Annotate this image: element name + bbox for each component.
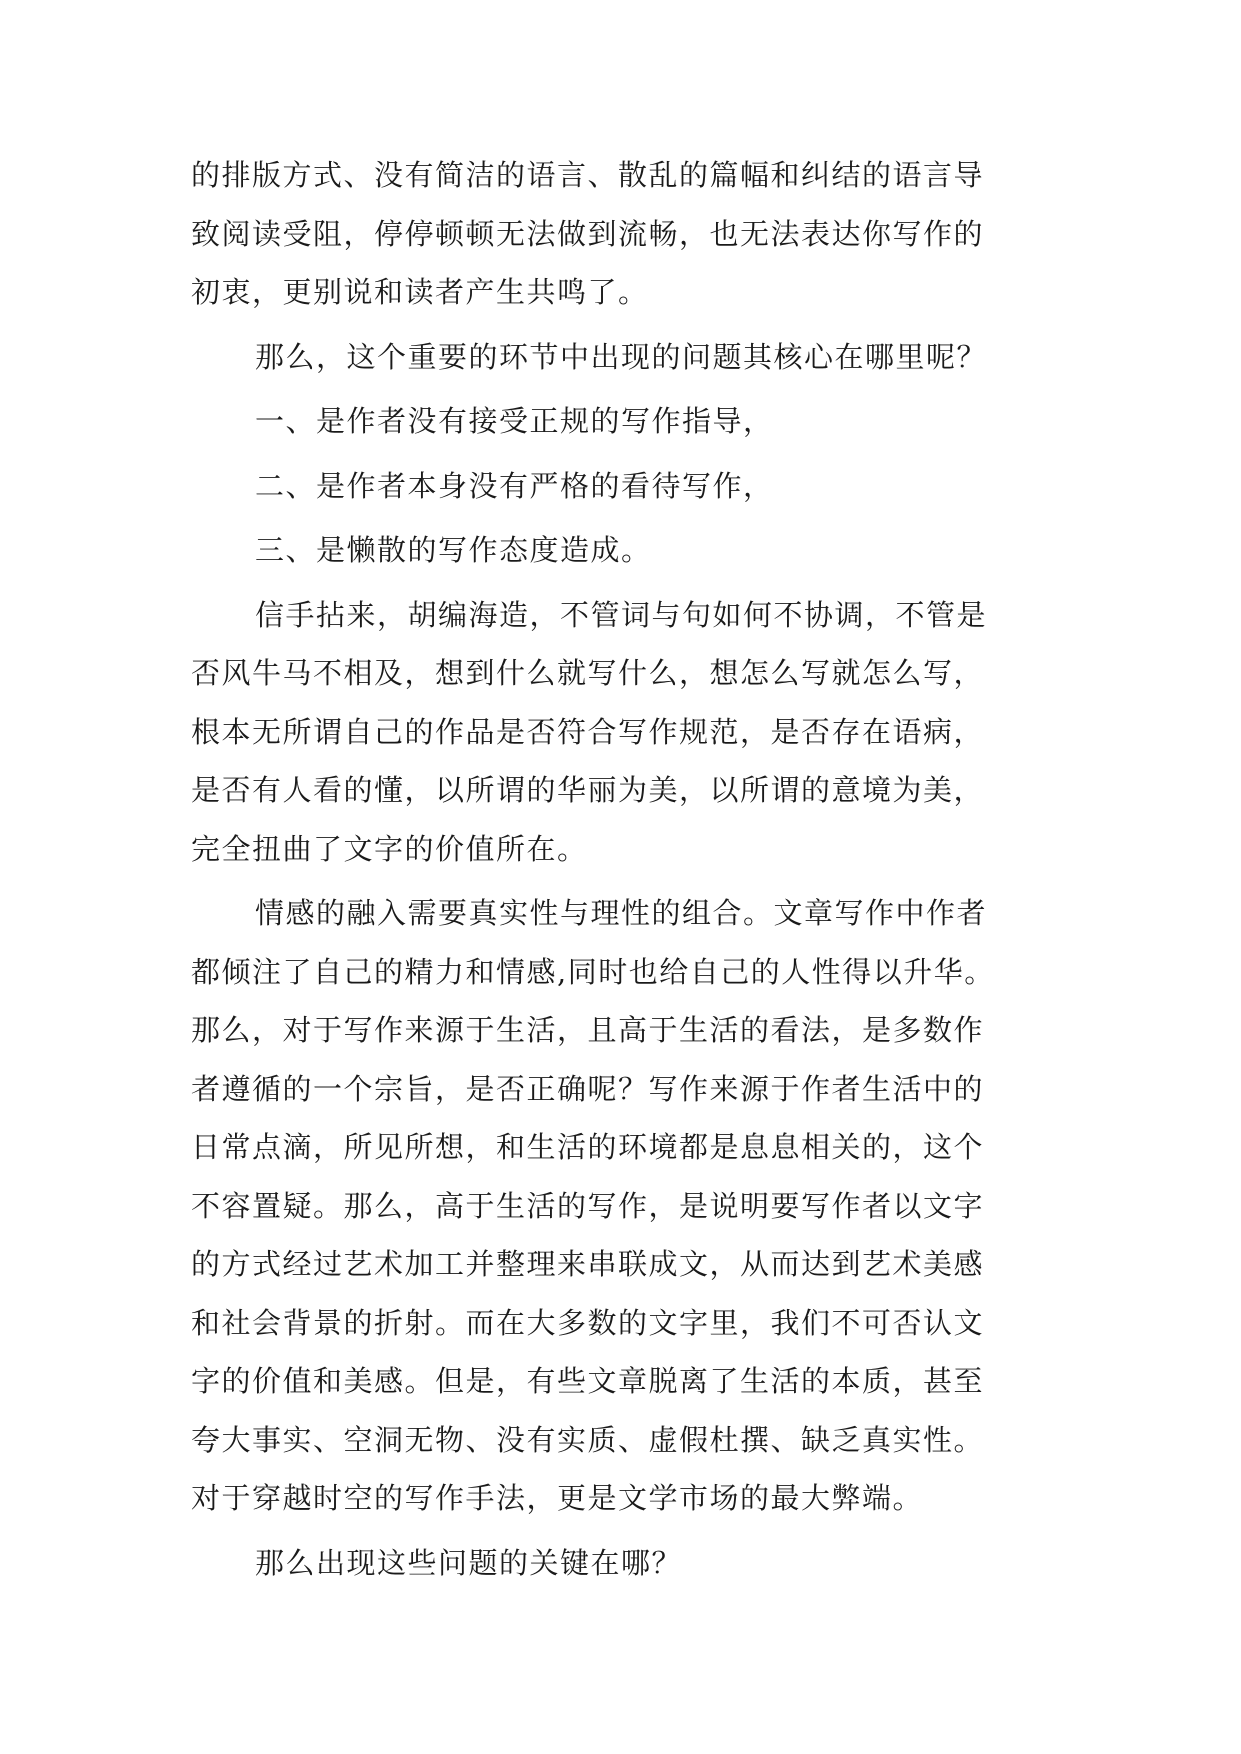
text-line: 根本无所谓自己的作品是否符合写作规范，是否存在语病， <box>191 714 985 749</box>
text-line: 不容置疑。那么，高于生活的写作，是说明要写作者以文字 <box>191 1188 985 1223</box>
body-text <box>191 146 1071 1592</box>
paragraph-start-line: 信手拈来，胡编海造，不管词与句如何不协调，不管是 <box>255 597 988 632</box>
text-line: 和社会背景的折射。而在大多数的文字里，我们不可否认文 <box>191 1305 985 1340</box>
text-line: 者遵循的一个宗旨，是否正确呢？写作来源于作者生活中的 <box>191 1071 985 1106</box>
text-line: 的方式经过艺术加工并整理来串联成文，从而达到艺术美感 <box>191 1247 985 1281</box>
list-item-line: 三、是懒散的写作态度造成。 <box>255 533 652 567</box>
text-line: 夸大事实、空洞无物、没有实质、虚假杜撰、缺乏真实性。 <box>191 1422 985 1457</box>
text-line: 都倾注了自己的精力和情感,同时也给自己的人性得以升华。 <box>191 954 995 989</box>
text-line: 是否有人看的懂，以所谓的华丽为美，以所谓的意境为美， <box>191 773 985 807</box>
text-line: 否风牛马不相及，想到什么就写什么，想怎么写就怎么写， <box>191 656 985 690</box>
paragraph-start-line: 那么出现这些问题的关键在哪？ <box>255 1545 683 1580</box>
text-line: 初衷，更别说和读者产生共鸣了。 <box>191 275 649 309</box>
list-item-line: 二、是作者本身没有严格的看待写作， <box>255 468 774 503</box>
text-line: 日常点滴，所见所想，和生活的环境都是息息相关的，这个 <box>191 1130 985 1164</box>
paragraph-start-line: 情感的融入需要真实性与理性的组合。文章写作中作者 <box>255 896 988 930</box>
text-line: 那么，对于写作来源于生活，且高于生活的看法，是多数作 <box>191 1013 985 1047</box>
text-line: 完全扭曲了文字的价值所在。 <box>191 831 588 866</box>
text-line: 的排版方式、没有简洁的语言、散乱的篇幅和纠结的语言导 <box>191 158 985 192</box>
paragraph-start-line: 那么，这个重要的环节中出现的问题其核心在哪里呢？ <box>255 339 988 374</box>
list-item-line: 一、是作者没有接受正规的写作指导， <box>255 404 774 438</box>
text-line: 字的价值和美感。但是，有些文章脱离了生活的本质，甚至 <box>191 1364 985 1398</box>
text-line: 致阅读受阻，停停顿顿无法做到流畅，也无法表达你写作的 <box>191 216 985 251</box>
text-line: 对于穿越时空的写作手法，更是文学市场的最大弊端。 <box>191 1481 924 1515</box>
